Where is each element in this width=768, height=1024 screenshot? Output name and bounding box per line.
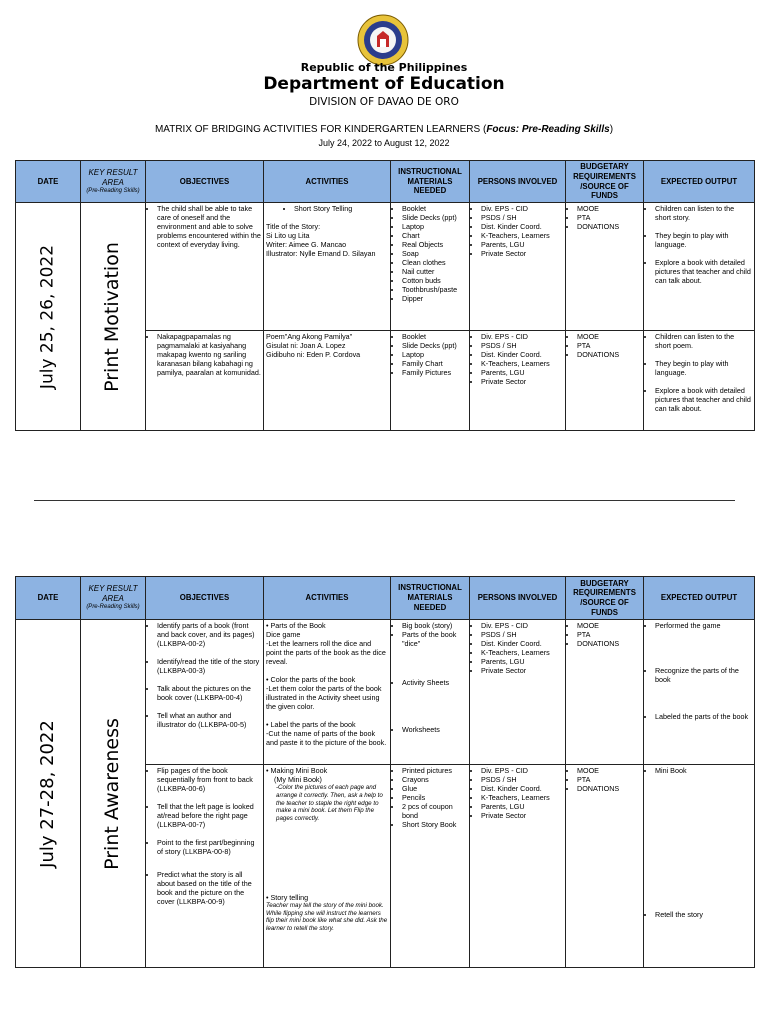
kra-cell: Print Awareness — [81, 620, 146, 968]
objectives-cell: • Flip pages of the book sequentially from front to back (LLKBPA-00-6) • Tell that the left page is looked at/read before the right page (LLKBPA-00-7) • Point to the first part/beginning of story (LLKBPA-00-8) • Predict what the story is all about based on the title of the book and the picture on the cover (LLKBPA-00-9) — [146, 765, 264, 968]
col-kra: KEY RESULT AREA (Pre-Reading Skills) — [81, 577, 146, 620]
activities-cell: • Parts of the Book Dice game -Let the learners roll the dice and point the parts of the book as the dice reveal. • Color the parts of the book -Let them color the parts of the book illustrated in the Activity sheet using the given color. • Label the parts of the book -Cut the name of parts of the book and paste it to the picture of the book. — [264, 620, 391, 765]
table-row — [16, 203, 755, 331]
budget-cell: • MOOE • PTA • DONATIONS — [566, 203, 644, 331]
output-cell: • Children can listen to the short story. • They begin to play with language. • Explore a book with detailed pictures that teacher and child can talk about. — [644, 203, 755, 331]
deped-seal-logo — [357, 14, 409, 66]
materials-cell: • Printed pictures • Crayons • Glue • Pencils • 2 pcs of coupon bond • Short Story Book — [391, 765, 470, 968]
col-budget: BUDGETARY REQUIREMENTS /SOURCE OF FUNDS — [566, 577, 644, 620]
date-range: July 24, 2022 to August 12, 2022 — [318, 138, 450, 148]
objectives-cell: • Nakapagpapamalas ng pagmamalaki at kasiyahang makapag kwento ng sariling karanasan bilang kabahagi ng pamilya, paaralan at komunidad. — [146, 331, 264, 431]
col-output: EXPECTED OUTPUT — [644, 161, 755, 203]
activities-cell: Poem"Ang Akong Pamilya" Gisulat ni: Joan A. Lopez Gidibuho ni: Eden P. Cordova — [264, 331, 391, 431]
col-objectives: OBJECTIVES — [146, 577, 264, 620]
col-kra: KEY RESULT AREA (Pre-Reading Skills) — [81, 161, 146, 203]
budget-cell: • MOOE • PTA • DONATIONS — [566, 620, 644, 765]
col-activities: ACTIVITIES — [264, 577, 391, 620]
persons-cell: • Div. EPS - CID • PSDS / SH • Dist. Kinder Coord. • K-Teachers, Learners • Parents, LGU • Private Sector — [470, 620, 566, 765]
date-cell: July 27-28, 2022 — [16, 620, 81, 968]
persons-cell: • Div. EPS - CID • PSDS / SH • Dist. Kinder Coord. • K-Teachers, Learners • Parents, LGU • Private Sector — [470, 331, 566, 431]
col-objectives: OBJECTIVES — [146, 161, 264, 203]
republic-line: Republic of the Philippines — [300, 61, 468, 74]
persons-cell: • Div. EPS - CID • PSDS / SH • Dist. Kinder Coord. • K-Teachers, Learners • Parents, LGU • Private Sector — [470, 203, 566, 331]
col-budget: BUDGETARY REQUIREMENTS /SOURCE OF FUNDS — [566, 161, 644, 203]
col-persons: PERSONS INVOLVED — [470, 161, 566, 203]
col-date: DATE — [16, 577, 81, 620]
output-cell: • Performed the game • Recognize the parts of the book • Labeled the parts of the book — [644, 620, 755, 765]
activities-cell: • Making Mini Book (My Mini Book) -Color the pictures of each page and arrange it correctly. Then, ask a help to the teacher to staple the right edge to make a mini book. Let them Flip the pages correctly. • Story telling Teacher may tell the story of the mini book. While flipping she will instruct the learners flip their mini book like what she did. Ask the learner to retell the story. — [264, 765, 391, 968]
activities-cell: • Short Story Telling Title of the Story: Si Lito ug Lita Writer: Aimee G. Mancao Illustrator: Nylle Ernand D. Silayan — [264, 203, 391, 331]
table-header-row — [16, 161, 755, 203]
department-title: Department of Education — [263, 74, 505, 94]
budget-cell: • MOOE • PTA • DONATIONS — [566, 331, 644, 431]
col-materials: INSTRUCTIONAL MATERIALS NEEDED — [391, 161, 470, 203]
objectives-cell: • The child shall be able to take care of oneself and the environment and able to solve problems encountered within the context of everyday living. — [146, 203, 264, 331]
matrix-title: MATRIX OF BRIDGING ACTIVITIES FOR KINDERGARTEN LEARNERS (Focus: Pre-Reading Skills) — [154, 124, 614, 135]
materials-cell: • Booklet • Slide Decks (ppt) • Laptop • Family Chart • Family Pictures — [391, 331, 470, 431]
objectives-cell: • Identify parts of a book (front and back cover, and its pages) (LLKBPA-00-2) • Identify/read the title of the story (LLKBPA-00-3) • Talk about the pictures on the book cover (LLKBPA-00-4) • Tell what an author and illustrator do (LLKBPA-00-5) — [146, 620, 264, 765]
output-cell: • Children can listen to the short poem. • They begin to play with language. • Explore a book with detailed pictures that teacher and child can talk about. — [644, 331, 755, 431]
col-materials: INSTRUCTIONAL MATERIALS NEEDED — [391, 577, 470, 620]
table-row — [16, 620, 755, 765]
matrix-table-2 — [15, 576, 755, 968]
col-persons: PERSONS INVOLVED — [470, 577, 566, 620]
materials-cell: • Big book (story) • Parts of the book "dice" • Activity Sheets • Worksheets — [391, 620, 470, 765]
col-output: EXPECTED OUTPUT — [644, 577, 755, 620]
matrix-table-1 — [15, 160, 755, 431]
materials-cell: • Booklet • Slide Decks (ppt) • Laptop • Chart • Real Objects • Soap • Clean clothes • Nail cutter • Cotton buds • Toothbrush/paste • Dipper — [391, 203, 470, 331]
page-divider — [34, 500, 735, 501]
col-activities: ACTIVITIES — [264, 161, 391, 203]
table-header-row — [16, 577, 755, 620]
budget-cell: • MOOE • PTA • DONATIONS — [566, 765, 644, 968]
col-date: DATE — [16, 161, 81, 203]
kra-cell: Print Motivation — [81, 203, 146, 431]
division-line: DIVISION OF DAVAO DE ORO — [309, 96, 459, 108]
date-cell: July 25, 26, 2022 — [16, 203, 81, 431]
output-cell: • Mini Book • Retell the story — [644, 765, 755, 968]
persons-cell: • Div. EPS - CID • PSDS / SH • Dist. Kinder Coord. • K-Teachers, Learners • Parents, LGU • Private Sector — [470, 765, 566, 968]
